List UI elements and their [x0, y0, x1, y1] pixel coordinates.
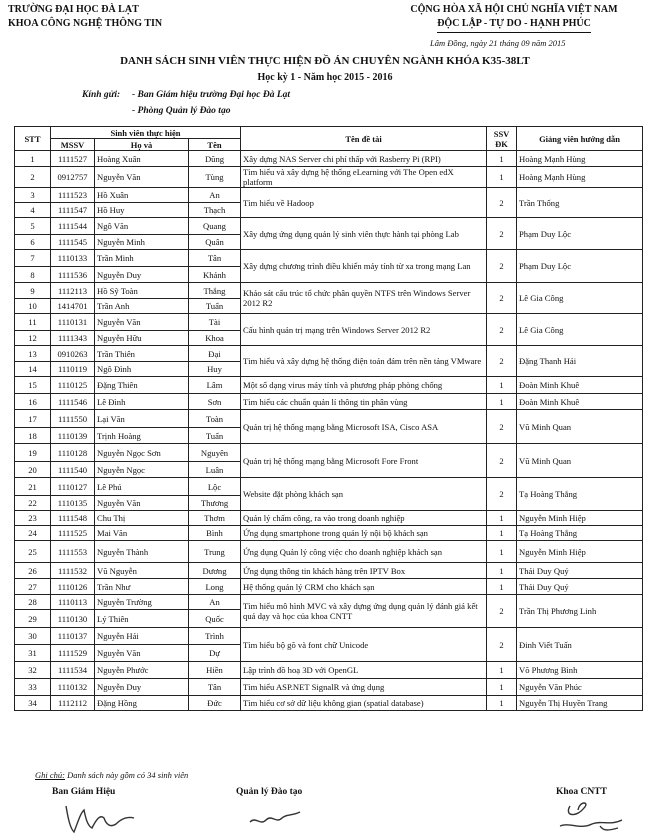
table-row	[15, 394, 643, 410]
cell-stt: 21	[15, 478, 51, 496]
cell-ten: Hiền	[189, 662, 241, 679]
cell-ten: An	[189, 595, 241, 610]
cell-mssv: 1112113	[51, 283, 95, 299]
cell-ten: Quang	[189, 218, 241, 235]
cell-stt: 17	[15, 410, 51, 428]
cell-stt: 5	[15, 218, 51, 235]
table-row	[15, 541, 643, 563]
cell-topic: Ứng dụng thông tin khách hàng trên IPTV Box	[241, 563, 487, 579]
cell-ssv: 1	[487, 377, 517, 394]
cell-ten: Tùng	[189, 167, 241, 188]
cell-topic: Tìm hiểu về Hadoop	[241, 188, 487, 218]
cell-ten: Tuấn	[189, 428, 241, 444]
table-row	[15, 444, 643, 462]
cell-advisor: Đinh Viết Tuấn	[517, 628, 643, 662]
cell-mssv: 1110137	[51, 628, 95, 645]
cell-topic: Ứng dụng Quản lý công việc cho doanh nghiệp khách sạn	[241, 541, 487, 563]
cell-stt: 29	[15, 610, 51, 628]
cell-stt: 30	[15, 628, 51, 645]
cell-advisor: Đoàn Minh Khuê	[517, 394, 643, 410]
cell-stt: 16	[15, 394, 51, 410]
cell-mssv: 1111545	[51, 235, 95, 250]
cell-advisor: Đặng Thanh Hải	[517, 346, 643, 377]
cell-topic: Tìm hiểu mô hình MVC và xây dựng ứng dụng quản lý đánh giá kết quả dạy và học của khoa CNTT	[241, 595, 487, 628]
cell-ten: Thương	[189, 496, 241, 511]
cell-ssv: 1	[487, 579, 517, 595]
table-row	[15, 579, 643, 595]
table-row	[15, 377, 643, 394]
cell-ho: Nguyễn Văn	[95, 645, 189, 662]
cell-topic: Website đặt phòng khách sạn	[241, 478, 487, 511]
recipient-2: - Phòng Quản lý Đào tạo	[132, 106, 231, 116]
cell-mssv: 1110135	[51, 496, 95, 511]
cell-ho: Trần Minh	[95, 250, 189, 267]
cell-stt: 6	[15, 235, 51, 250]
cell-topic: Quản trị hệ thống mạng bằng Microsoft ISA, Cisco ASA	[241, 410, 487, 444]
signature-khoa	[540, 796, 640, 836]
cell-topic: Tìm hiểu và xây dựng hệ thống eLearning với The Open edX platform	[241, 167, 487, 188]
header-ho-va: Họ và	[95, 139, 189, 151]
cell-ho: Trần Như	[95, 579, 189, 595]
cell-mssv: 1110139	[51, 428, 95, 444]
cell-ten: Khánh	[189, 267, 241, 283]
header-stt: STT	[15, 127, 51, 151]
cell-ho: Nguyễn Ngọc Sơn	[95, 444, 189, 462]
cell-ho: Đặng Hồng	[95, 696, 189, 711]
student-table	[14, 126, 643, 711]
cell-stt: 19	[15, 444, 51, 462]
cell-stt: 26	[15, 563, 51, 579]
cell-ten: Lộc	[189, 478, 241, 496]
cell-ten: Tân	[189, 679, 241, 696]
cell-mssv: 1111529	[51, 645, 95, 662]
cell-mssv: 1110127	[51, 478, 95, 496]
cell-ho: Nguyễn Văn	[95, 167, 189, 188]
cell-mssv: 1110131	[51, 314, 95, 331]
cell-ho: Nguyễn Hải	[95, 628, 189, 645]
cell-advisor: Nguyễn Văn Phúc	[517, 679, 643, 696]
cell-advisor: Đoàn Minh Khuê	[517, 377, 643, 394]
cell-ho: Trịnh Hoàng	[95, 428, 189, 444]
cell-ssv: 1	[487, 167, 517, 188]
cell-topic: Một số dạng virus máy tính và phương pháp phòng chống	[241, 377, 487, 394]
cell-ho: Nguyễn Hữu	[95, 331, 189, 346]
cell-ten: Bình	[189, 526, 241, 541]
cell-ten: An	[189, 188, 241, 203]
cell-mssv: 1111547	[51, 203, 95, 218]
cell-stt: 13	[15, 346, 51, 362]
document-subtitle: Học kỳ 1 - Năm học 2015 - 2016	[257, 72, 393, 83]
table-row	[15, 188, 643, 203]
cell-stt: 34	[15, 696, 51, 711]
cell-ho: Nguyễn Duy	[95, 679, 189, 696]
cell-ho: Lý Thiên	[95, 610, 189, 628]
cell-ten: Tài	[189, 314, 241, 331]
table-row	[15, 314, 643, 331]
cell-topic: Tìm hiểu và xây dựng hệ thống điện toán đám trên nền tảng VMware	[241, 346, 487, 377]
table-row	[15, 595, 643, 610]
cell-advisor: Lê Gia Công	[517, 314, 643, 346]
cell-mssv: 1111525	[51, 526, 95, 541]
cell-ten: Dũng	[189, 151, 241, 167]
cell-ten: Tân	[189, 250, 241, 267]
cell-ho: Ngô Đình	[95, 362, 189, 377]
cell-topic: Ứng dụng smartphone trong quản lý nội bộ khách sạn	[241, 526, 487, 541]
cell-ho: Nguyễn Văn	[95, 314, 189, 331]
table-row	[15, 346, 643, 362]
table-row	[15, 478, 643, 496]
table-row	[15, 250, 643, 267]
cell-stt: 23	[15, 511, 51, 526]
cell-advisor: Tạ Hoàng Thắng	[517, 478, 643, 511]
table-row	[15, 410, 643, 428]
cell-mssv: 0910263	[51, 346, 95, 362]
cell-mssv: 1111546	[51, 394, 95, 410]
cell-mssv: 1414701	[51, 299, 95, 314]
table-row	[15, 628, 643, 645]
cell-ssv: 2	[487, 595, 517, 628]
cell-ssv: 2	[487, 250, 517, 283]
cell-ssv: 1	[487, 563, 517, 579]
cell-ssv: 2	[487, 188, 517, 218]
cell-topic: Khảo sát cấu trúc tổ chức phân quyền NTFS trên Windows Server 2012 R2	[241, 283, 487, 314]
cell-ssv: 1	[487, 662, 517, 679]
document-date: Lâm Đồng, ngày 21 tháng 09 năm 2015	[430, 38, 566, 48]
cell-ten: Dương	[189, 563, 241, 579]
cell-ten: Thắng	[189, 283, 241, 299]
recipient-label: Kính gửi:	[82, 90, 121, 100]
cell-topic: Hệ thống quản lý CRM cho khách sạn	[241, 579, 487, 595]
cell-stt: 9	[15, 283, 51, 299]
cell-advisor: Hoàng Mạnh Hùng	[517, 167, 643, 188]
cell-ten: Quốc	[189, 610, 241, 628]
cell-ssv: 1	[487, 511, 517, 526]
cell-advisor: Tạ Hoàng Thắng	[517, 526, 643, 541]
cell-mssv: 1111548	[51, 511, 95, 526]
cell-advisor: Vũ Minh Quan	[517, 410, 643, 444]
cell-ssv: 2	[487, 444, 517, 478]
cell-ten: Thơm	[189, 511, 241, 526]
cell-stt: 22	[15, 496, 51, 511]
cell-ho: Trần Anh	[95, 299, 189, 314]
cell-topic: Lập trình đồ hoạ 3D với OpenGL	[241, 662, 487, 679]
table-row	[15, 696, 643, 711]
cell-ssv: 2	[487, 410, 517, 444]
cell-ten: Trình	[189, 628, 241, 645]
cell-stt: 15	[15, 377, 51, 394]
cell-ten: Dự	[189, 645, 241, 662]
cell-stt: 3	[15, 188, 51, 203]
cell-mssv: 1110128	[51, 444, 95, 462]
cell-stt: 33	[15, 679, 51, 696]
cell-ho: Lê Đình	[95, 394, 189, 410]
cell-mssv: 1111553	[51, 541, 95, 563]
cell-ten: Toàn	[189, 410, 241, 428]
cell-ho: Đặng Thiên	[95, 377, 189, 394]
cell-stt: 20	[15, 462, 51, 478]
cell-stt: 27	[15, 579, 51, 595]
recipient-1: - Ban Giám hiệu trường Đại học Đà Lạt	[132, 90, 291, 100]
cell-ho: Ngô Văn	[95, 218, 189, 235]
cell-ho: Nguyễn Thành	[95, 541, 189, 563]
cell-stt: 7	[15, 250, 51, 267]
cell-advisor: Trần Thị Phương Linh	[517, 595, 643, 628]
cell-topic: Xây dựng NAS Server chi phí thấp với Rasberry Pi (RPI)	[241, 151, 487, 167]
cell-ssv: 2	[487, 628, 517, 662]
cell-mssv: 1111544	[51, 218, 95, 235]
cell-topic: Tìm hiểu ASP.NET SignalR và ứng dụng	[241, 679, 487, 696]
signature-bgh-label: Ban Giám Hiệu	[52, 787, 116, 797]
signature-khoa-label: Khoa CNTT	[556, 787, 607, 797]
cell-advisor: Phạm Duy Lộc	[517, 250, 643, 283]
cell-ssv: 2	[487, 218, 517, 250]
cell-topic: Xây dựng chương trình điều khiển máy tính từ xa trong mạng Lan	[241, 250, 487, 283]
table-row	[15, 679, 643, 696]
cell-ten: Huy	[189, 362, 241, 377]
nation-name: CỘNG HÒA XÃ HỘI CHỦ NGHĨA VIỆT NAM	[410, 4, 618, 15]
cell-ho: Lại Văn	[95, 410, 189, 428]
cell-advisor: Hoàng Mạnh Hùng	[517, 151, 643, 167]
signature-qldt-label: Quản lý Đào tạo	[236, 787, 303, 797]
cell-advisor: Phạm Duy Lộc	[517, 218, 643, 250]
cell-topic: Tìm hiểu bộ gõ và font chữ Unicode	[241, 628, 487, 662]
cell-advisor: Nguyễn Minh Hiệp	[517, 541, 643, 563]
header-ssv: SSV ĐK	[487, 127, 517, 151]
cell-mssv: 1111527	[51, 151, 95, 167]
document-title: DANH SÁCH SINH VIÊN THỰC HIỆN ĐỒ ÁN CHUYÊN NGÀNH KHÓA K35-38LT	[120, 55, 530, 67]
cell-mssv: 1111536	[51, 267, 95, 283]
header-student-group: Sinh viên thực hiện	[51, 127, 241, 139]
table-row	[15, 526, 643, 541]
cell-mssv: 0912757	[51, 167, 95, 188]
cell-ten: Khoa	[189, 331, 241, 346]
cell-stt: 28	[15, 595, 51, 610]
cell-ho: Vũ Nguyễn	[95, 563, 189, 579]
cell-advisor: Võ Phương Bình	[517, 662, 643, 679]
cell-advisor: Trần Thống	[517, 188, 643, 218]
table-row	[15, 167, 643, 188]
header-ten: Tên	[189, 139, 241, 151]
header-mssv: MSSV	[51, 139, 95, 151]
cell-mssv: 1110130	[51, 610, 95, 628]
cell-ho: Hồ Xuân	[95, 188, 189, 203]
cell-ten: Tuấn	[189, 299, 241, 314]
note-text: Danh sách này gồm có 34 sinh viên	[64, 770, 189, 780]
cell-mssv: 1110133	[51, 250, 95, 267]
cell-mssv: 1111343	[51, 331, 95, 346]
cell-stt: 4	[15, 203, 51, 218]
cell-stt: 10	[15, 299, 51, 314]
cell-ssv: 1	[487, 526, 517, 541]
cell-stt: 12	[15, 331, 51, 346]
cell-ten: Quân	[189, 235, 241, 250]
cell-ssv: 2	[487, 346, 517, 377]
cell-ssv: 2	[487, 283, 517, 314]
cell-mssv: 1111532	[51, 563, 95, 579]
cell-ho: Mai Văn	[95, 526, 189, 541]
signature-bgh	[60, 800, 140, 836]
note-label: Ghi chú:	[35, 770, 65, 780]
table-row	[15, 511, 643, 526]
header-topic: Tên đề tài	[241, 127, 487, 151]
cell-topic: Cấu hình quản trị mạng trên Windows Server 2012 R2	[241, 314, 487, 346]
cell-ssv: 2	[487, 314, 517, 346]
cell-ho: Chu Thị	[95, 511, 189, 526]
cell-ho: Nguyễn Phước	[95, 662, 189, 679]
cell-ten: Đại	[189, 346, 241, 362]
school-name: TRƯỜNG ĐẠI HỌC ĐÀ LẠT	[8, 4, 139, 15]
cell-ssv: 1	[487, 679, 517, 696]
cell-ten: Lâm	[189, 377, 241, 394]
nation-motto: ĐỘC LẬP - TỰ DO - HẠNH PHÚC	[437, 17, 591, 33]
cell-mssv: 1110125	[51, 377, 95, 394]
cell-advisor: Thái Duy Quý	[517, 563, 643, 579]
faculty-name: KHOA CÔNG NGHỆ THÔNG TIN	[8, 18, 163, 29]
cell-advisor: Nguyễn Thị Huyền Trang	[517, 696, 643, 711]
cell-ten: Trung	[189, 541, 241, 563]
cell-topic: Quản lý chấm công, ra vào trong doanh nghiệp	[241, 511, 487, 526]
cell-stt: 31	[15, 645, 51, 662]
nation-header	[404, 3, 624, 33]
cell-mssv: 1111523	[51, 188, 95, 203]
cell-ssv: 2	[487, 478, 517, 511]
cell-ho: Nguyễn Ngọc	[95, 462, 189, 478]
cell-advisor: Nguyễn Minh Hiệp	[517, 511, 643, 526]
table-body	[15, 151, 643, 711]
table-row	[15, 563, 643, 579]
cell-advisor: Vũ Minh Quan	[517, 444, 643, 478]
cell-ho: Hồ Huy	[95, 203, 189, 218]
cell-ho: Nguyễn Trường	[95, 595, 189, 610]
cell-mssv: 1112112	[51, 696, 95, 711]
cell-ten: Nguyên	[189, 444, 241, 462]
table-row	[15, 218, 643, 235]
cell-ho: Hồ Sỹ Toàn	[95, 283, 189, 299]
table-row	[15, 151, 643, 167]
cell-ten: Đức	[189, 696, 241, 711]
cell-ten: Sơn	[189, 394, 241, 410]
cell-ho: Lê Phú	[95, 478, 189, 496]
cell-stt: 14	[15, 362, 51, 377]
cell-stt: 11	[15, 314, 51, 331]
cell-ten: Luân	[189, 462, 241, 478]
cell-mssv: 1111540	[51, 462, 95, 478]
note	[35, 770, 188, 780]
cell-ho: Nguyễn Minh	[95, 235, 189, 250]
cell-ho: Nguyễn Văn	[95, 496, 189, 511]
cell-ssv: 1	[487, 696, 517, 711]
cell-mssv: 1110119	[51, 362, 95, 377]
cell-topic: Tìm hiểu cơ sở dữ liệu không gian (spatial database)	[241, 696, 487, 711]
cell-mssv: 1110126	[51, 579, 95, 595]
cell-topic: Tìm hiểu các chuẩn quản lí thông tin phân vùng	[241, 394, 487, 410]
cell-advisor: Lê Gia Công	[517, 283, 643, 314]
cell-ssv: 1	[487, 151, 517, 167]
school-header	[8, 3, 162, 31]
cell-mssv: 1110113	[51, 595, 95, 610]
cell-stt: 25	[15, 541, 51, 563]
cell-ho: Nguyễn Duy	[95, 267, 189, 283]
cell-mssv: 1111550	[51, 410, 95, 428]
cell-stt: 24	[15, 526, 51, 541]
cell-stt: 18	[15, 428, 51, 444]
cell-stt: 32	[15, 662, 51, 679]
cell-ho: Trần Thiên	[95, 346, 189, 362]
cell-ten: Thạch	[189, 203, 241, 218]
cell-mssv: 1110132	[51, 679, 95, 696]
signature-qldt	[246, 802, 306, 832]
cell-advisor: Thái Duy Quý	[517, 579, 643, 595]
cell-stt: 8	[15, 267, 51, 283]
cell-stt: 2	[15, 167, 51, 188]
cell-stt: 1	[15, 151, 51, 167]
cell-ssv: 1	[487, 394, 517, 410]
cell-mssv: 1111534	[51, 662, 95, 679]
header-advisor: Giảng viên hướng dẫn	[517, 127, 643, 151]
cell-topic: Xây dựng ứng dụng quản lý sinh viên thực hành tại phòng Lab	[241, 218, 487, 250]
table-row	[15, 662, 643, 679]
table-row	[15, 283, 643, 299]
cell-ho: Hoàng Xuân	[95, 151, 189, 167]
cell-ssv: 1	[487, 541, 517, 563]
cell-topic: Quản trị hệ thống mạng bằng Microsoft Fore Front	[241, 444, 487, 478]
cell-ten: Long	[189, 579, 241, 595]
